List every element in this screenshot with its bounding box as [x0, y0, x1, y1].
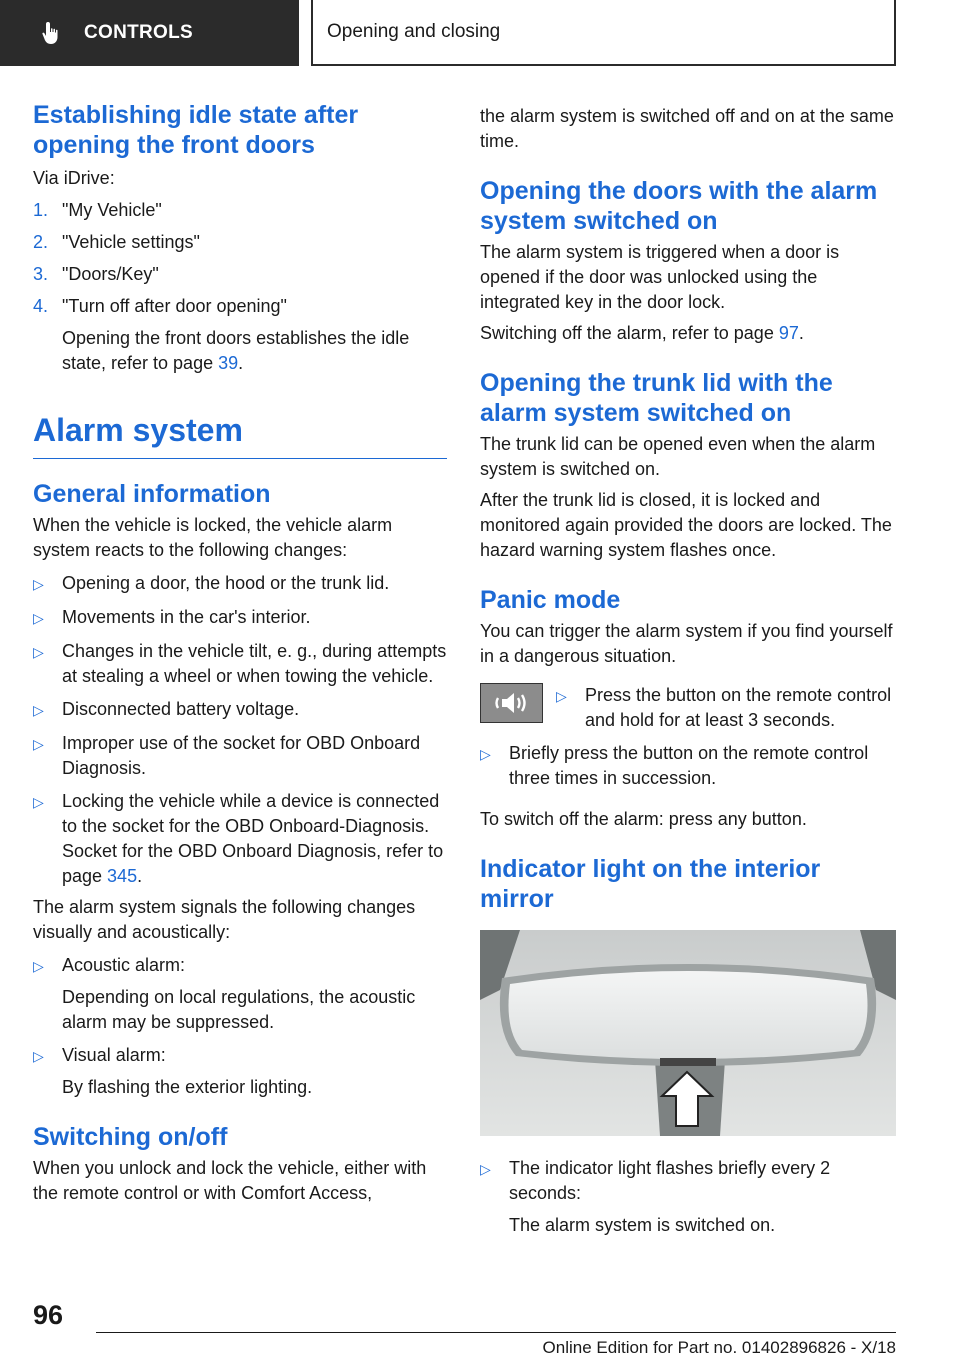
- list-item: [33, 605, 447, 631]
- alarm-title: Alarm system: [33, 412, 243, 448]
- list-text: Movements in the car's interior.: [62, 607, 311, 627]
- general-intro: When the vehicle is locked, the vehicle alarm system reacts to the following changes:: [33, 515, 393, 560]
- doors-ref-text: Switching off the alarm, refer to page: [480, 323, 779, 343]
- panic-list-a: [556, 683, 896, 733]
- list-item: [480, 741, 896, 791]
- page-header: [0, 0, 960, 66]
- step-text: "My Vehicle": [62, 200, 162, 220]
- triangle-bullet-icon: ▷: [33, 644, 44, 660]
- panic-text: You can trigger the alarm system if you find yourself in a dangerous situation.: [480, 621, 893, 666]
- idle-heading: Establishing idle state after opening the front doors: [33, 101, 359, 159]
- idle-intro: Via iDrive:: [33, 168, 115, 188]
- triangle-bullet-icon: ▷: [33, 958, 44, 974]
- list-text-end: .: [137, 866, 143, 886]
- switch-heading: Switching on/off: [33, 1123, 228, 1151]
- panic-heading: Panic mode: [480, 586, 621, 614]
- list-item: [33, 697, 447, 723]
- panic-off: To switch off the alarm: press any button.: [480, 809, 807, 829]
- interior-mirror-image: [480, 930, 896, 1136]
- chapter-tab: [311, 0, 896, 66]
- list-subtext: By flashing the exterior lighting.: [62, 1077, 313, 1097]
- list-item: [556, 683, 896, 733]
- mirror-illustration: [480, 930, 896, 1136]
- triangle-bullet-icon: ▷: [33, 610, 44, 626]
- triangle-bullet-icon: ▷: [33, 576, 44, 592]
- indicator-list: [480, 1156, 896, 1238]
- signals-intro: The alarm system signals the following changes visually and acoustically:: [33, 897, 416, 942]
- switch-continued: the alarm system is switched off and on at the same time.: [480, 106, 894, 151]
- left-column: [33, 100, 447, 1206]
- list-text: Acoustic alarm:: [62, 955, 186, 975]
- list-text: Changes in the vehicle tilt, e. g., during attempts at stealing a wheel or when towing the vehicle.: [62, 641, 447, 686]
- list-text: Briefly press the button on the remote control three times in succession.: [509, 743, 869, 788]
- speaker-icon: [492, 690, 532, 716]
- list-item: [33, 789, 447, 889]
- right-column: [480, 100, 896, 1238]
- idle-note: [62, 326, 447, 376]
- idle-steps: [33, 198, 447, 376]
- list-item: [33, 639, 447, 689]
- change-list: [33, 571, 447, 889]
- triangle-bullet-icon: ▷: [33, 702, 44, 718]
- doors-heading: Opening the doors with the alarm system switched on: [480, 177, 878, 235]
- doors-ref-end: .: [798, 323, 804, 343]
- panic-list-b: [480, 741, 896, 791]
- list-text: Opening a door, the hood or the trunk lid.: [62, 573, 390, 593]
- step-number: 3.: [33, 264, 49, 284]
- list-item: [33, 198, 447, 223]
- list-subtext: The alarm system is switched on.: [509, 1215, 776, 1235]
- section-label: CONTROLS: [84, 22, 194, 43]
- list-item: [33, 953, 447, 1035]
- step-text: "Doors/Key": [62, 264, 159, 284]
- list-item: [33, 571, 447, 597]
- step-number: 4.: [33, 296, 49, 316]
- triangle-bullet-icon: ▷: [33, 794, 44, 810]
- trunk-heading: Opening the trunk lid with the alarm system switched on: [480, 369, 833, 427]
- panic-button-row: [480, 683, 896, 733]
- page-link-97[interactable]: 97: [778, 323, 799, 343]
- list-item: [33, 1043, 447, 1100]
- list-text: Improper use of the socket for OBD Onboard Diagnosis.: [62, 733, 421, 778]
- list-text: Disconnected battery voltage.: [62, 699, 300, 719]
- section-tab: [0, 0, 299, 66]
- list-text: The indicator light flashes briefly every 2 seconds:: [509, 1158, 831, 1203]
- switch-text: When you unlock and lock the vehicle, either with the remote control or with Comfort Access,: [33, 1158, 427, 1203]
- hand-pointer-icon: [40, 20, 66, 46]
- triangle-bullet-icon: ▷: [480, 746, 491, 762]
- list-text: Locking the vehicle while a device is connected to the socket for the OBD Onboard-Diagnosis. Socket for the OBD Onboard Diagnosis, refer to page: [62, 791, 444, 886]
- chapter-label: Opening and closing: [327, 21, 501, 42]
- step-number: 1.: [33, 200, 49, 220]
- trunk-text-1: The trunk lid can be opened even when the alarm system is switched on.: [480, 434, 876, 479]
- list-subtext: Depending on local regulations, the acoustic alarm may be suppressed.: [62, 987, 416, 1032]
- signal-list: [33, 953, 447, 1100]
- general-heading: General information: [33, 480, 271, 508]
- triangle-bullet-icon: ▷: [33, 736, 44, 752]
- page-link-39[interactable]: 39: [218, 353, 239, 373]
- list-item: [33, 731, 447, 781]
- step-text: "Turn off after door opening": [62, 296, 287, 316]
- doors-text: The alarm system is triggered when a door is opened if the door was unlocked using the integrated key in the door lock.: [480, 242, 840, 312]
- step-text: "Vehicle settings": [62, 232, 200, 252]
- triangle-bullet-icon: ▷: [480, 1161, 491, 1177]
- list-item: [33, 294, 447, 376]
- panic-button-image: [480, 683, 543, 723]
- triangle-bullet-icon: ▷: [33, 1048, 44, 1064]
- doors-ref: [480, 321, 896, 346]
- idle-note-end: .: [238, 353, 244, 373]
- step-number: 2.: [33, 232, 49, 252]
- list-item: [33, 262, 447, 287]
- page-link-345[interactable]: 345: [107, 866, 138, 886]
- list-text: Visual alarm:: [62, 1045, 166, 1065]
- trunk-text-2: After the trunk lid is closed, it is locked and monitored again provided the doors are locked. The hazard warning system flashes once.: [480, 490, 892, 560]
- footer-divider: [96, 1332, 896, 1333]
- page-number: 96: [33, 1300, 64, 1330]
- list-item: [33, 230, 447, 255]
- indicator-heading: Indicator light on the interior mirror: [480, 855, 821, 913]
- idle-note-text: Opening the front doors establishes the idle state, refer to page: [62, 328, 410, 373]
- footer-edition: Online Edition for Part no. 01402896826 - X/18: [542, 1338, 896, 1357]
- list-text: Press the button on the remote control and hold for at least 3 seconds.: [585, 685, 892, 730]
- list-item: [480, 1156, 896, 1238]
- triangle-bullet-icon: ▷: [556, 688, 567, 704]
